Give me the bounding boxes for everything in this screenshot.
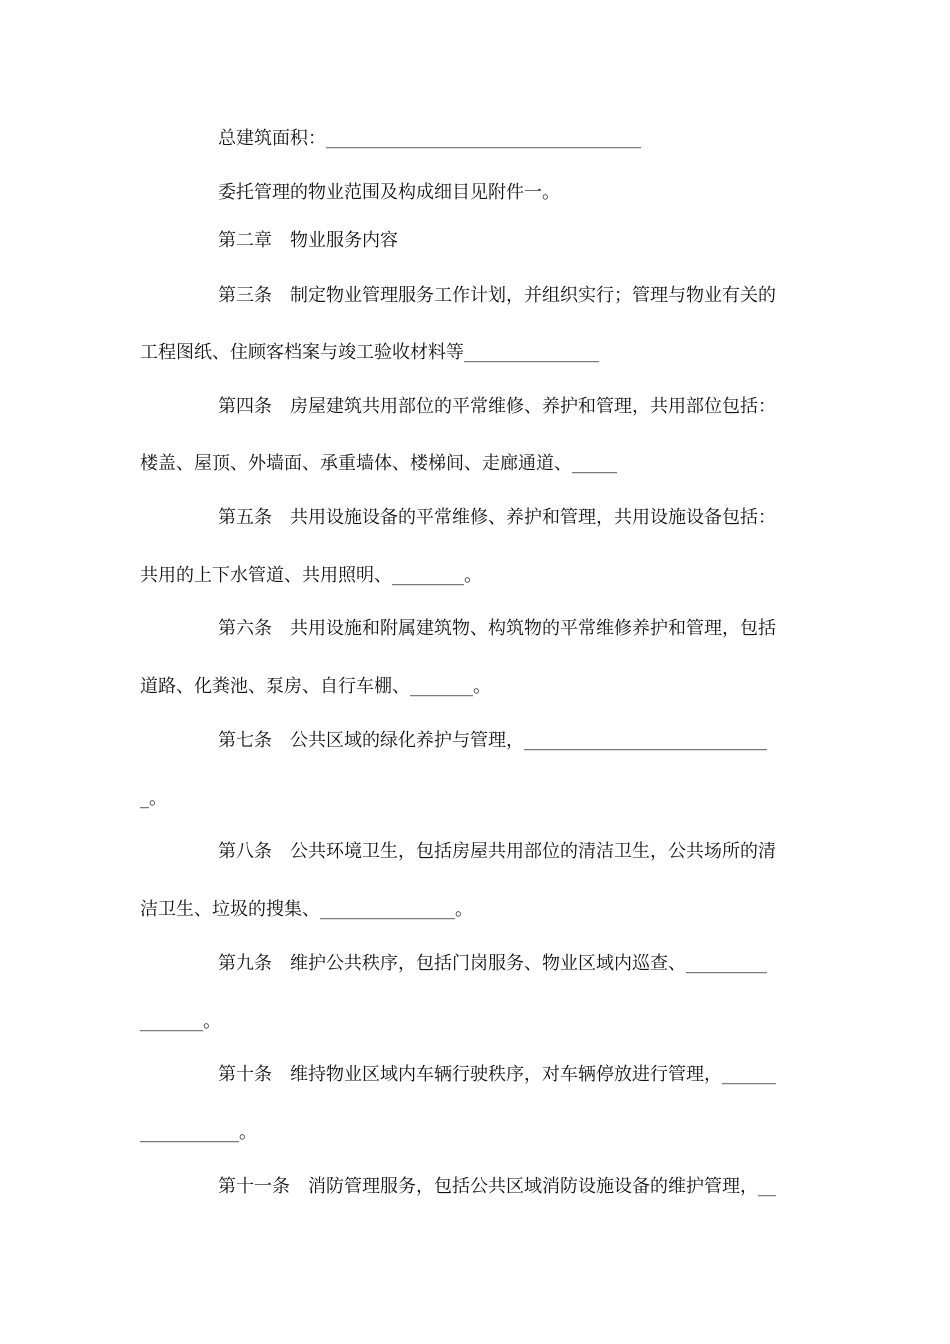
article-4-line-2: 楼盖、屋顶、外墙面、承重墙体、楼梯间、走廊通道、_____ xyxy=(140,453,617,474)
article-8-line-1: 第八条 公共环境卫生，包括房屋共用部位的清洁卫生，公共场所的清 xyxy=(218,841,776,862)
article-9-line-2: _______。 xyxy=(140,1011,221,1032)
article-5-line-1: 第五条 共用设施设备的平常维修、养护和管理，共用设施设备包括： xyxy=(218,507,776,528)
article-4-line-1: 第四条 房屋建筑共用部位的平常维修、养护和管理，共用部位包括： xyxy=(218,396,776,417)
article-7-line-1: 第七条 公共区域的绿化养护与管理，___________________________ xyxy=(218,730,767,751)
total-floor-area-line: 总建筑面积：___________________________________ xyxy=(218,128,641,149)
article-7-line-2: _。 xyxy=(140,788,167,809)
article-9-line-1: 第九条 维护公共秩序，包括门岗服务、物业区域内巡查、_________ xyxy=(218,953,767,974)
article-6-line-2: 道路、化粪池、泵房、自行车棚、_______。 xyxy=(140,676,491,697)
article-11-line-1: 第十一条 消防管理服务，包括公共区域消防设施设备的维护管理，__ xyxy=(218,1176,776,1197)
article-6-line-1: 第六条 共用设施和附属建筑物、构筑物的平常维修养护和管理，包括 xyxy=(218,618,776,639)
article-10-line-2: ___________。 xyxy=(140,1122,257,1143)
article-5-line-2: 共用的上下水管道、共用照明、________。 xyxy=(140,565,482,586)
chapter-two-heading: 第二章 物业服务内容 xyxy=(218,230,398,251)
article-3-line-1: 第三条 制定物业管理服务工作计划，并组织实行；管理与物业有关的 xyxy=(218,285,776,306)
article-8-line-2: 洁卫生、垃圾的搜集、_______________。 xyxy=(140,899,473,920)
article-10-line-1: 第十条 维持物业区域内车辆行驶秩序，对车辆停放进行管理，______ xyxy=(218,1064,776,1085)
scope-attachment-line: 委托管理的物业范围及构成细目见附件一。 xyxy=(218,182,560,203)
article-3-line-2: 工程图纸、住顾客档案与竣工验收材料等_______________ xyxy=(140,342,599,363)
